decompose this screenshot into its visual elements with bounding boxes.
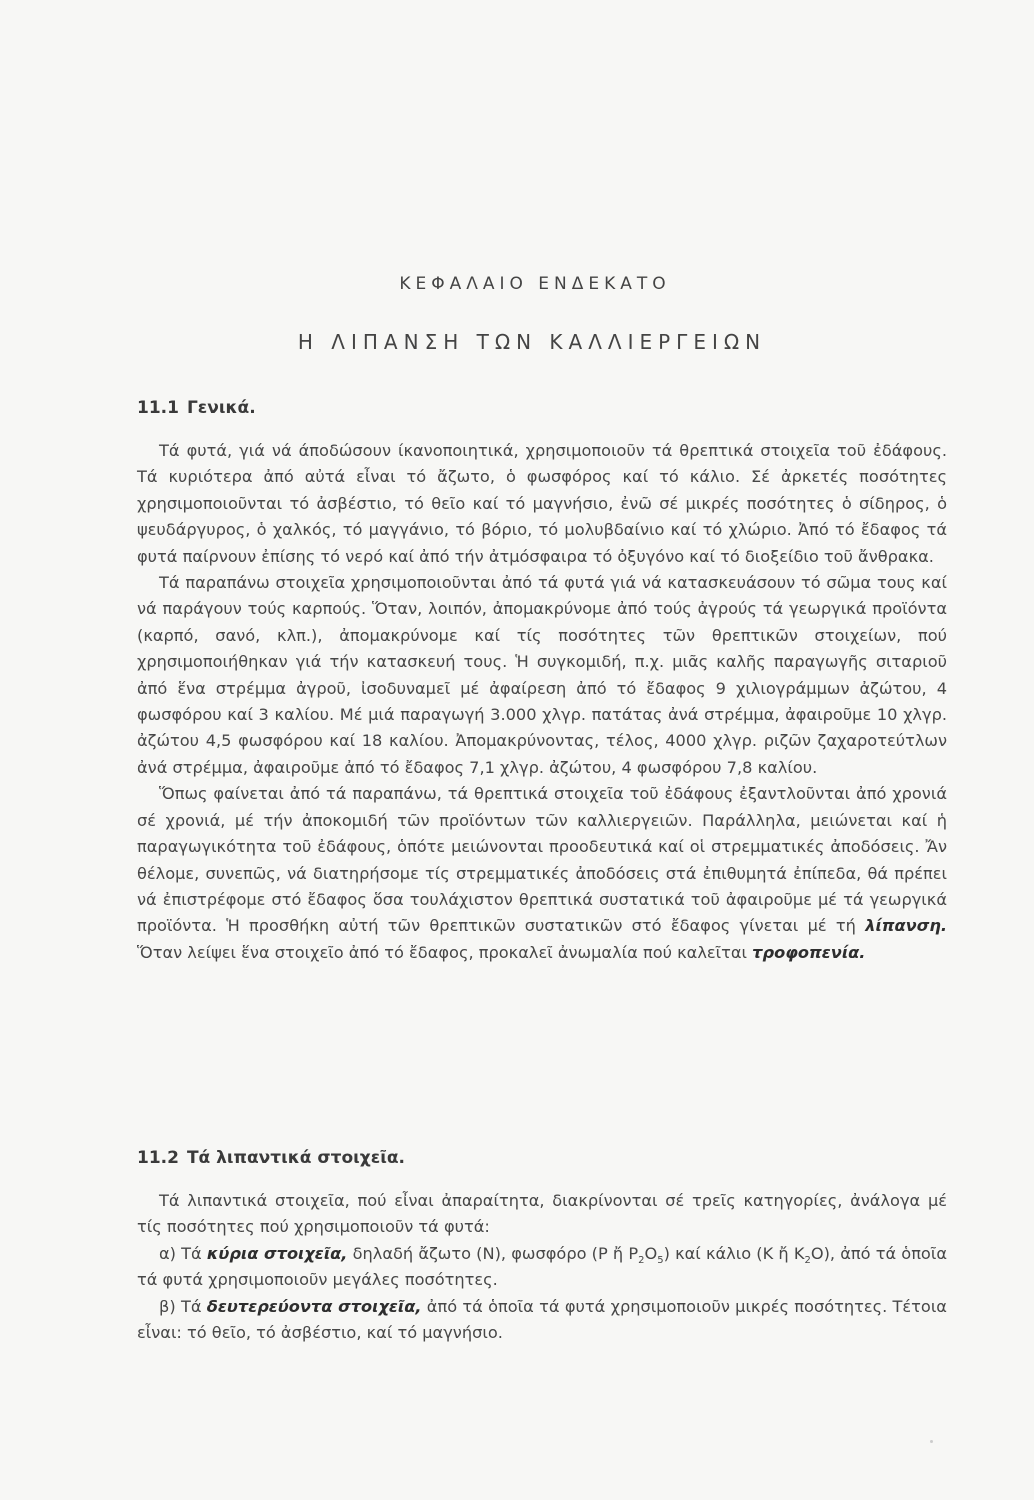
term-fertilization: λίπανση. [865, 916, 947, 936]
list-text: ἀπό τά ὁποῖα τά φυτά χρησιμοποιοῦν μικρές ποσότητες. Τέτοια εἶναι: τό θεῖο, τό ἀσβέστιο, καί τό μαγνήσιο. [137, 1296, 947, 1343]
list-text: β) Τά [159, 1296, 207, 1316]
list-text: α) Τά [159, 1243, 207, 1263]
section-title: Τά λιπαντικά στοιχεῖα. [186, 1148, 405, 1168]
subscript: 5 [657, 1255, 664, 1267]
section-number: 11.2 [137, 1148, 179, 1168]
section-fertilizer-elements [137, 1148, 947, 1346]
chapter-title: Η ΛΙΠΑΝΣΗ ΤΩΝ ΚΑΛΛΙΕΡΓΕΙΩΝ [297, 330, 767, 354]
paragraph: Τά παραπάνω στοιχεῖα χρησιμοποιοῦνται ἀπό τά φυτά γιά νά κατασκευάσουν τό σῶμα τους καί νά παράγουν τούς καρπούς. Ὅταν, λοιπόν, ἀπομακρύνομε ἀπό τούς ἀγρούς τά γεωργικά προϊόντα (καρπό, σανό, κλπ.), ἀπομακρύνομε καί τίς ποσότητες τῶν θρεπτικῶν στοιχείων, πού χρησιμοποιήθηκαν γιά τήν κατασκευή τους. Ἡ συγκομιδή, π.χ. μιᾶς καλῆς παραγωγῆς σιταριοῦ ἀπό ἕνα στρέμμα ἀγροῦ, ἰσοδυναμεῖ μέ ἀφαίρεση ἀπό τό ἔδαφος 9 χιλιογράμμων ἀζώτου, 4 φωσφόρου καί 3 καλίου. Μέ μιά παραγωγή 3.000 χλγρ. πατάτας ἀνά στρέμμα, ἀφαιροῦμε 10 χλγρ. ἀζώτου 4,5 φωσφόρου καί 18 καλίου. Ἀπομακρύνοντας, τέλος, 4000 χλγρ. ριζῶν ζαχαροτεύτλων ἀνά στρέμμα, ἀφαιροῦμε ἀπό τό ἔδαφος 7,1 χλγρ. ἀζώτου, 4 φωσφόρου 7,8 καλίου. [137, 573, 947, 777]
list-item [137, 1294, 947, 1347]
paragraph-text: Ὅταν λείψει ἕνα στοιχεῖο ἀπό τό ἔδαφος, προκαλεῖ ἀνωμαλία πού καλεῖται [137, 942, 753, 962]
list-text: O), ἀπό τά ὁποῖα τά φυτά χρησιμοποιοῦν μεγάλες ποσότητες. [137, 1243, 947, 1290]
list-text: ) καί κάλιο (K ἤ K [663, 1243, 805, 1263]
term-primary-elements: κύρια στοιχεῖα, [206, 1243, 348, 1263]
section-heading [137, 398, 947, 418]
section-number: 11.1 [137, 398, 179, 418]
section-title: Γενικά. [186, 398, 256, 418]
section-heading [137, 1148, 947, 1168]
scan-speck [930, 1440, 933, 1443]
subscript: 2 [804, 1255, 811, 1267]
subscript: 2 [638, 1255, 645, 1267]
term-deficiency: τροφοπενία. [752, 942, 866, 962]
chapter-label: ΚΕΦΑΛΑΙΟ ΕΝΔΕΚΑΤΟ [399, 274, 671, 294]
section-general [137, 398, 947, 966]
paragraph-text: Ὅπως φαίνεται ἀπό τά παραπάνω, τά θρεπτικά στοιχεῖα τοῦ ἐδάφους ἐξαντλοῦνται ἀπό χρονιά σέ χρονιά, μέ τήν ἀποκομιδή τῶν προϊόντων τῶν καλλιεργειῶν. Παράλληλα, μειώνεται καί ἡ παραγωγικότητα τοῦ ἐδάφους, ὁπότε μειώνονται προοδευτικά καί οἱ στρεμματικές ἀποδόσεις. Ἄν θέλομε, συνεπῶς, νά διατηρήσομε τίς στρεμματικές ἀποδόσεις στά ἐπιθυμητά ἐπίπεδα, θά πρέπει νά ἐπιστρέφομε στό ἔδαφος ὅσα τουλάχιστον θρεπτικά συστατικά τοῦ ἀφαιροῦμε μέ τά γεωργικά προϊόντα. Ἡ προσθήκη αὐτή τῶν θρεπτικῶν συστατικῶν στό ἔδαφος γίνεται μέ τή [137, 784, 947, 936]
term-secondary-elements: δευτερεύοντα στοιχεῖα, [206, 1296, 422, 1316]
paragraph: Τά φυτά, γιά νά άποδώσουν ίκανοποιητικά, χρησιμοποιοῦν τά θρεπτικά στοιχεῖα τοῦ ἐδάφους. Τά κυριότερα ἀπό αὐτά εἶναι τό ἄζωτο, ὁ φωσφόρος καί τό κάλιο. Σέ ἀρκετές ποσότητες χρησιμοποιοῦνται τό ἀσβέστιο, τό θεῖο καί τό μαγνήσιο, ἐνῶ σέ μικρές ποσότητες ὁ σίδηρος, ὁ ψευδάργυρος, ὁ χαλκός, τό μαγγάνιο, τό βόριο, τό μολυβδαίνιο καί τό χλώριο. Ἀπό τό ἔδαφος τά φυτά παίρνουν ἐπίσης τό νερό καί ἀπό τήν ἀτμόσφαιρα τό ὀξυγόνο καί τό διοξείδιο τοῦ ἄνθρακα. [137, 441, 947, 566]
list-text: O [644, 1243, 658, 1263]
paragraph: Τά λιπαντικά στοιχεῖα, πού εἶναι ἀπαραίτητα, διακρίνονται σέ τρεῖς κατηγορίες, ἀνάλογα μέ τίς ποσότητες πού χρησιμοποιοῦν τά φυτά: [137, 1191, 947, 1237]
list-item [137, 1241, 947, 1294]
list-text: δηλαδή ἄζωτο (N), φωσφόρο (P ἤ P [347, 1243, 639, 1263]
paragraph [137, 781, 947, 966]
